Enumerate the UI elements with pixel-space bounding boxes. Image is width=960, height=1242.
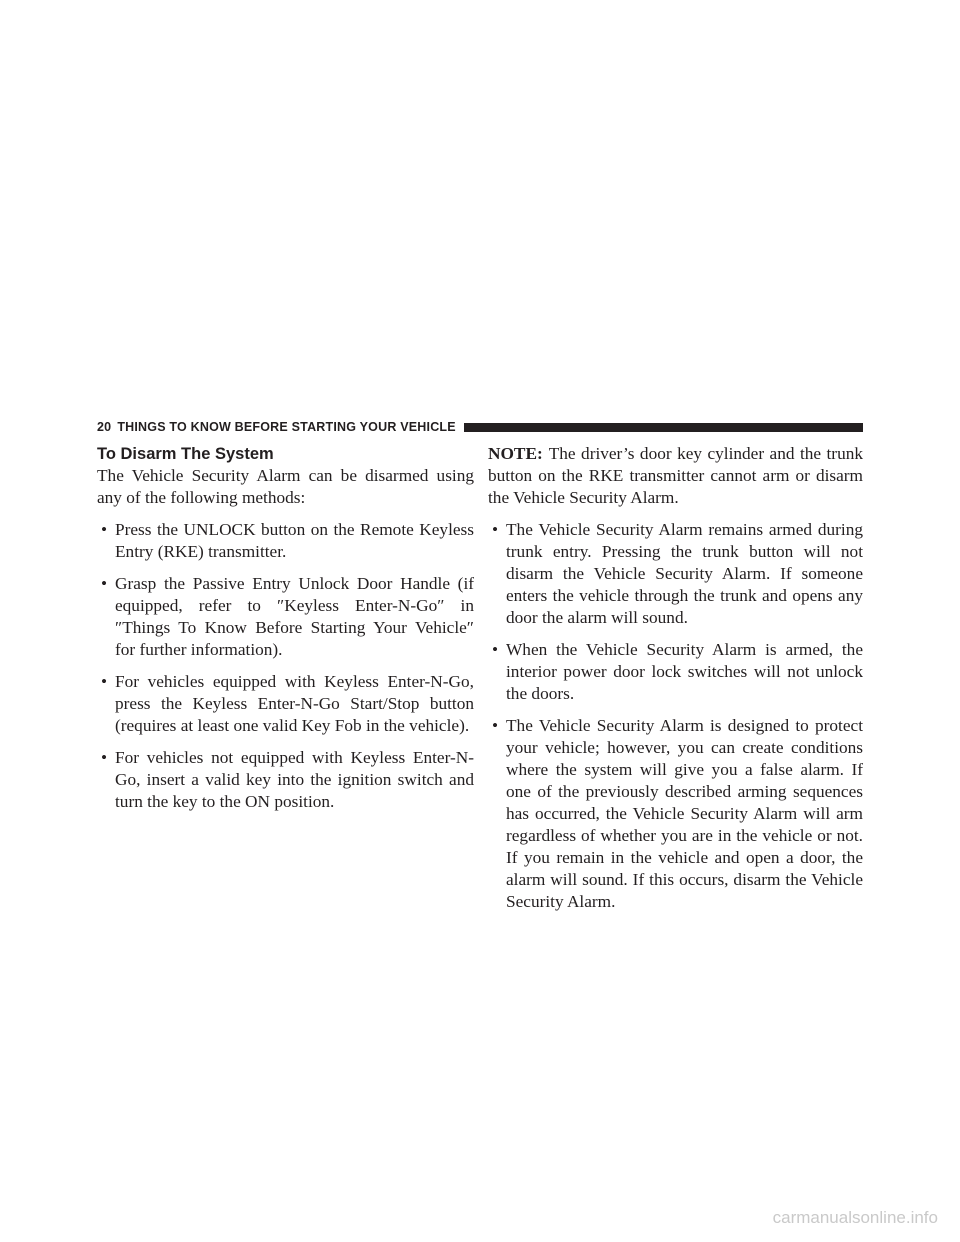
list-item-text: For vehicles equipped with Keyless Enter-N-Go, press the Keyless Enter-N-Go Start/Stop button (requires at least one valid Key Fob in the vehicle). bbox=[115, 672, 474, 735]
page-header bbox=[97, 418, 863, 436]
list-item bbox=[97, 671, 474, 737]
list-item-text: When the Vehicle Security Alarm is armed, the interior power door lock switches will not unlock the doors. bbox=[506, 640, 863, 703]
bullet-icon: • bbox=[492, 716, 499, 735]
bullet-icon: • bbox=[101, 672, 108, 691]
list-item bbox=[488, 715, 863, 913]
page-number: 20 bbox=[97, 420, 112, 434]
bullet-icon: • bbox=[492, 520, 499, 539]
right-column bbox=[488, 443, 863, 913]
bullet-icon: • bbox=[492, 640, 499, 659]
list-item bbox=[488, 519, 863, 629]
section-title: To Disarm The System bbox=[97, 445, 274, 463]
watermark: carmanualsonline.info bbox=[772, 1208, 938, 1227]
list-item-text: The Vehicle Security Alarm remains armed during trunk entry. Pressing the trunk button will not disarm the Vehicle Security Alarm. If someone enters the vehicle through the trunk and opens any door the alarm will sound. bbox=[506, 520, 863, 627]
list-item bbox=[488, 639, 863, 705]
left-column bbox=[97, 443, 474, 813]
note-label: NOTE: bbox=[488, 444, 543, 463]
list-item bbox=[97, 747, 474, 813]
note-text: The driver’s door key cylinder and the trunk button on the RKE transmitter cannot arm or disarm the Vehicle Security Alarm. bbox=[488, 444, 863, 507]
disarm-methods-list bbox=[97, 519, 474, 813]
list-item-text: The Vehicle Security Alarm is designed to protect your vehicle; however, you can create conditions where the system will give you a false alarm. If one of the previously described arming sequences has occurred, the Vehicle Security Alarm will arm regardless of whether you are in the vehicle or not. If you remain in the vehicle and open a door, the alarm will sound. If this occurs, disarm the Vehicle Security Alarm. bbox=[506, 716, 863, 911]
alarm-notes-list bbox=[488, 519, 863, 913]
bullet-icon: • bbox=[101, 520, 108, 539]
list-item bbox=[97, 519, 474, 563]
list-item-text: For vehicles not equipped with Keyless Enter-N-Go, insert a valid key into the ignition switch and turn the key to the ON position. bbox=[115, 748, 474, 811]
list-item bbox=[97, 573, 474, 661]
chapter-title: THINGS TO KNOW BEFORE STARTING YOUR VEHICLE bbox=[117, 420, 456, 434]
list-item-text: Press the UNLOCK button on the Remote Keyless Entry (RKE) transmitter. bbox=[115, 520, 474, 561]
intro-paragraph: The Vehicle Security Alarm can be disarmed using any of the following methods: bbox=[97, 466, 474, 507]
list-item-text: Grasp the Passive Entry Unlock Door Handle (if equipped, refer to ″Keyless Enter-N-Go″ in ″Things To Know Before Starting Your Vehicle″ for further information). bbox=[115, 574, 474, 659]
bullet-icon: • bbox=[101, 748, 108, 767]
note-paragraph bbox=[488, 443, 863, 509]
header-rule bbox=[464, 423, 863, 432]
bullet-icon: • bbox=[101, 574, 108, 593]
